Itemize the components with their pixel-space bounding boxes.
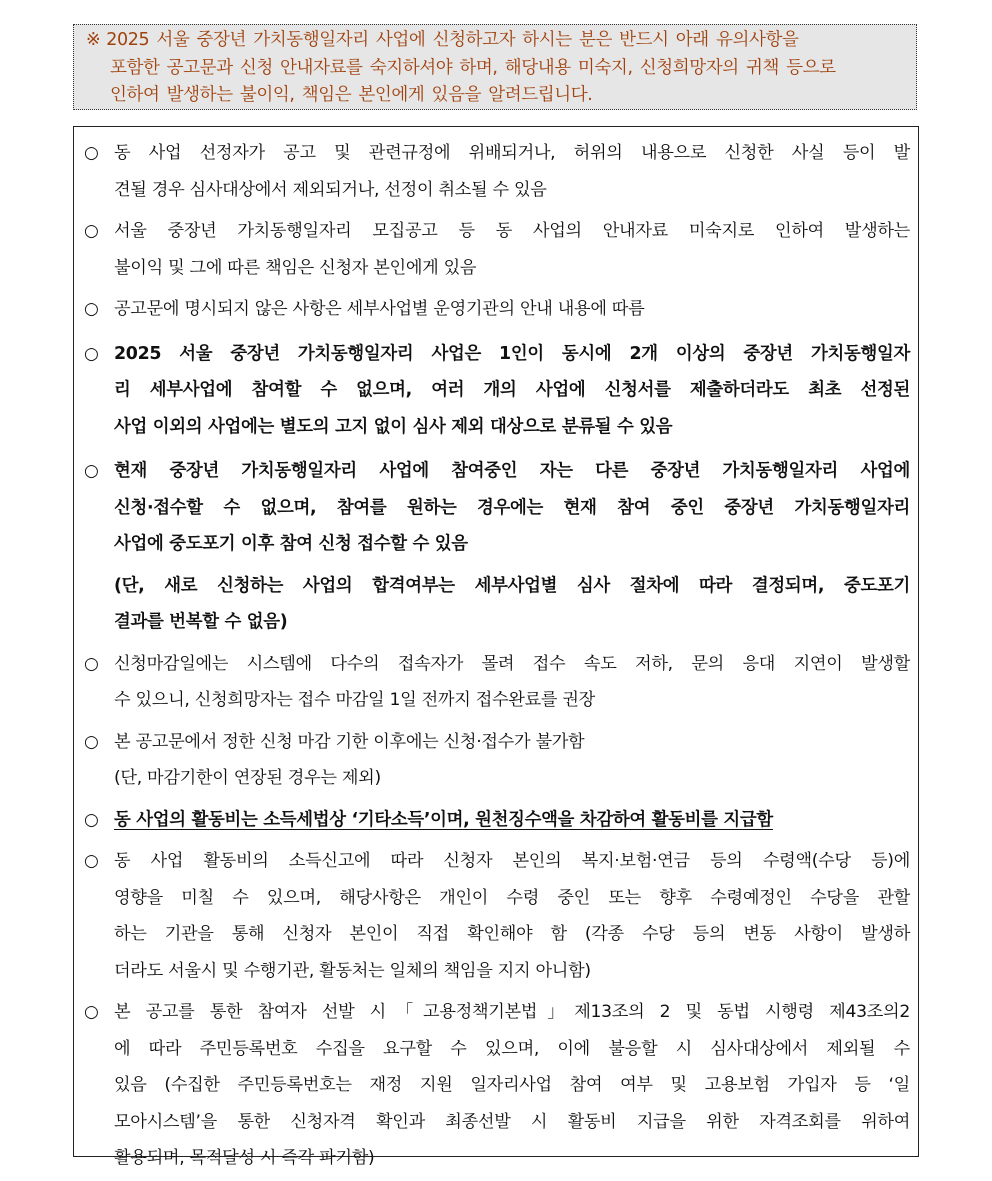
item-text: 활용되며, 목적달성 시 즉각 파기함) <box>114 1148 375 1168</box>
item-text: 본 공고문에서 정한 신청 마감 기한 이후에는 신청·접수가 불가함 <box>114 731 585 752</box>
list-item <box>84 724 910 797</box>
item-text: 공고문에 명시되지 않은 사항은 세부사업별 운영기관의 안내 내용에 따름 <box>114 299 645 319</box>
item-text: 하는 기관을 통해 신청자 본인이 직접 확인해야 함 (각종 수당 등의 변동 사항이 발생하 <box>114 924 910 944</box>
caution-list-box <box>73 126 919 1168</box>
list-item <box>84 291 910 328</box>
circle-bullet-icon: ○ <box>84 343 99 364</box>
list-item <box>84 213 910 286</box>
item-note: (단, 새로 신청하는 사업의 합격여부는 세부사업별 심사 절차에 따라 결정되며, 중도포기 <box>114 575 910 596</box>
item-text: 리 세부사업에 참여할 수 없으며, 여러 개의 사업에 신청서를 제출하더라도 최초 선정된 <box>114 380 910 400</box>
item-text: 사업에 중도포기 이후 참여 신청 접수할 수 있음 <box>114 534 468 554</box>
list-item-emphasis <box>84 336 910 446</box>
list-item <box>84 843 910 989</box>
list-item-emphasis <box>84 802 910 839</box>
item-text: 견될 경우 심사대상에서 제외되거나, 선정이 취소될 수 있음 <box>114 179 547 200</box>
circle-bullet-icon: ○ <box>84 851 99 871</box>
notice-line <box>86 27 910 55</box>
list-item <box>84 994 910 1177</box>
circle-bullet-icon: ○ <box>84 221 99 241</box>
notice-line: 포함한 공고문과 신청 안내자료를 숙지하셔야 하며, 해당내용 미숙지, 신청희망자의 귀책 등으로 <box>110 57 836 78</box>
item-note: 결과를 번복할 수 없음) <box>114 612 288 632</box>
item-text: 동 사업 활동비의 소득신고에 따라 신청자 본인의 복지·보험·연금 등의 수령액(수당 등)에 <box>114 851 910 871</box>
item-text: 불이익 및 그에 따른 책임은 신청자 본인에게 있음 <box>114 257 477 278</box>
item-text-underlined: 동 사업의 활동비는 소득세법상 ‘기타소득’이며, 원천징수액을 차감하여 활동비를 지급함 <box>114 809 773 830</box>
item-text: 사업 이외의 사업에는 별도의 고지 없이 심사 제외 대상으로 분류될 수 있음 <box>114 416 673 437</box>
item-text: 더라도 서울시 및 수행기관, 활동처는 일체의 책임을 지지 아니함) <box>114 960 591 981</box>
item-text: 에 따라 주민등록번호 수집을 요구할 수 있으며, 이에 불응할 시 심사대상에서 제외될 수 <box>114 1038 910 1059</box>
item-text: 모아시스템’을 통한 신청자격 확인과 최종선발 시 활동비 지급을 위한 자격조회를 위하여 <box>114 1111 910 1132</box>
item-text: 영향을 미칠 수 있으며, 해당사항은 개인이 수령 중인 또는 향후 수령예정인 수당을 관할 <box>114 887 910 908</box>
item-text: 현재 중장년 가치동행일자리 사업에 참여중인 자는 다른 중장년 가치동행일자리 사업에 <box>114 461 910 481</box>
item-text: 본 공고를 통한 참여자 선발 시「고용정책기본법」제13조의 2 및 동법 시행령 제43조의2 <box>114 1002 910 1022</box>
circle-bullet-icon: ○ <box>84 1002 99 1022</box>
item-text: 수 있으니, 신청희망자는 접수 마감일 1일 전까지 접수완료를 권장 <box>114 690 595 710</box>
item-note: (단, 마감기한이 연장된 경우는 제외) <box>114 768 381 788</box>
circle-bullet-icon: ○ <box>84 731 99 752</box>
circle-bullet-icon: ○ <box>84 143 99 163</box>
notice-box <box>73 24 917 110</box>
item-text: 동 사업 선정자가 공고 및 관련규정에 위배되거나, 허위의 내용으로 신청한 사실 등이 발 <box>114 143 910 163</box>
item-text: 신청·접수할 수 없으며, 참여를 원하는 경우에는 현재 참여 중인 중장년 가치동행일자리 <box>114 497 910 518</box>
circle-bullet-icon: ○ <box>84 461 99 481</box>
item-text: 서울 중장년 가치동행일자리 모집공고 등 동 사업의 안내자료 미숙지로 인하여 발생하는 <box>114 221 910 241</box>
item-text: 2025 서울 중장년 가치동행일자리 사업은 1인이 동시에 2개 이상의 중장년 가치동행일자 <box>114 343 910 364</box>
list-item-emphasis <box>84 453 910 641</box>
reference-mark-icon: ※ <box>86 30 101 50</box>
circle-bullet-icon: ○ <box>84 653 99 674</box>
list-item <box>84 646 910 719</box>
circle-bullet-icon: ○ <box>84 809 99 830</box>
item-text: 있음 (수집한 주민등록번호는 재정 지원 일자리사업 참여 여부 및 고용보험 가입자 등 ‘일 <box>114 1075 910 1095</box>
notice-line: 인하여 발생하는 불이익, 책임은 본인에게 있음을 알려드립니다. <box>110 85 593 105</box>
item-text: 신청마감일에는 시스템에 다수의 접속자가 몰려 접수 속도 저하, 문의 응대 지연이 발생할 <box>114 653 910 674</box>
list-item <box>84 135 910 208</box>
notice-text: 2025 서울 중장년 가치동행일자리 사업에 신청하고자 하시는 분은 반드시 아래 유의사항을 <box>106 30 799 50</box>
circle-bullet-icon: ○ <box>84 299 99 319</box>
